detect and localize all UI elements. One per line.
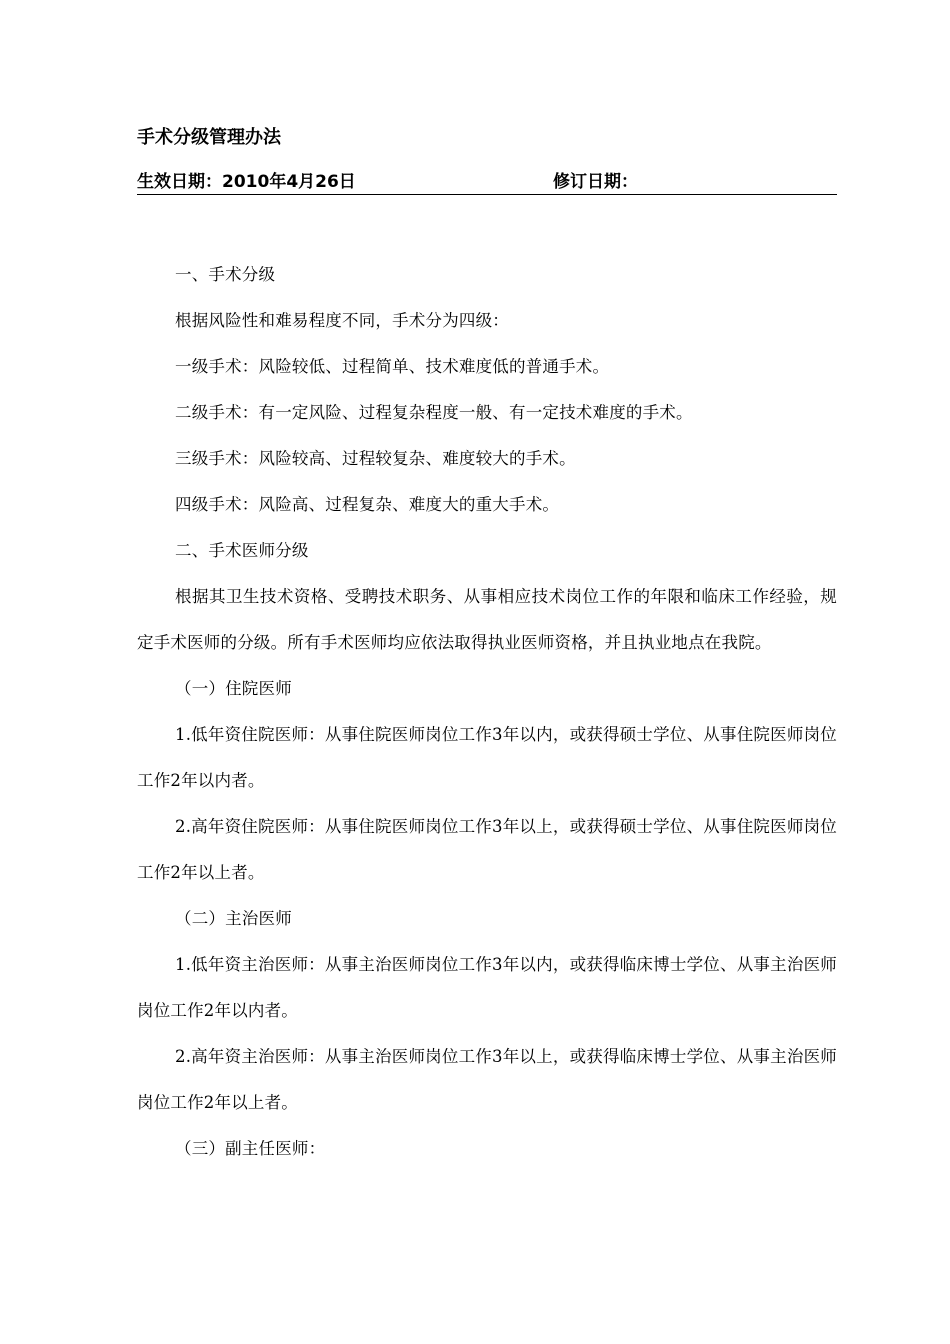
effective-date: 生效日期：2010年4月26日 [137,172,356,192]
document-title: 手术分级管理办法 [137,127,281,148]
paragraph-senior-attending: 2.高年资主治医师：从事主治医师岗位工作3年以上，或获得临床博士学位、从事主治医师岗位工作2年以上者。 [137,1047,837,1112]
paragraph-grade-2: 二级手术：有一定风险、过程复杂程度一般、有一定技术难度的手术。 [175,403,693,422]
paragraph-grade-1: 一级手术：风险较低、过程简单、技术难度低的普通手术。 [175,357,610,376]
subsection-heading-resident: （一）住院医师 [175,679,292,698]
section-heading-surgery-grading: 一、手术分级 [175,265,276,284]
subsection-heading-attending: （二）主治医师 [175,909,292,928]
paragraph-grade-4: 四级手术：风险高、过程复杂、难度大的重大手术。 [175,495,560,514]
paragraph-surgeon-grading-intro: 根据其卫生技术资格、受聘技术职务、从事相应技术岗位工作的年限和临床工作经验，规定手术医师的分级。所有手术医师均应依法取得执业医师资格，并且执业地点在我院。 [137,587,837,652]
paragraph-grade-3: 三级手术：风险较高、过程较复杂、难度较大的手术。 [175,449,576,468]
section-heading-surgeon-grading: 二、手术医师分级 [175,541,309,560]
date-header-row [137,170,837,195]
paragraph-junior-attending: 1.低年资主治医师：从事主治医师岗位工作3年以内，或获得临床博士学位、从事主治医师岗位工作2年以内者。 [137,955,837,1020]
paragraph-junior-resident: 1.低年资住院医师：从事住院医师岗位工作3年以内，或获得硕士学位、从事住院医师岗位工作2年以内者。 [137,725,837,790]
subsection-heading-associate-chief: （三）副主任医师： [175,1139,326,1158]
paragraph-senior-resident: 2.高年资住院医师：从事住院医师岗位工作3年以上，或获得硕士学位、从事住院医师岗位工作2年以上者。 [137,817,837,882]
paragraph-grading-intro: 根据风险性和难易程度不同，手术分为四级： [175,311,509,330]
document-body [137,252,837,1172]
revision-date: 修订日期： [553,172,638,192]
